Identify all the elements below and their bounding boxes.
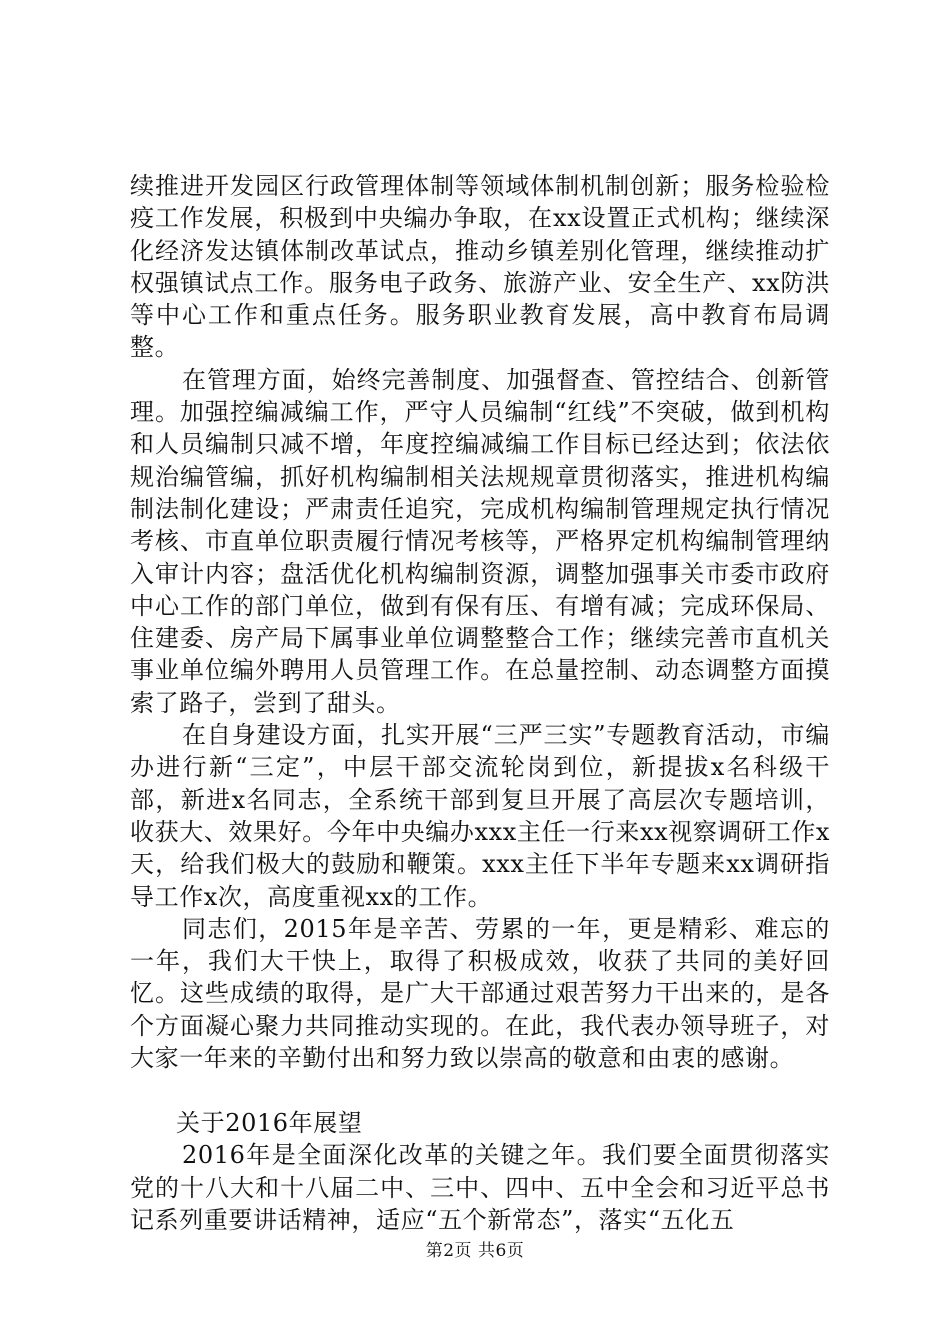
document-body	[130, 170, 830, 1236]
paragraph-self-building: 在自身建设方面，扎实开展“三严三实”专题教育活动，市编办进行新“三定”，中层干部交流轮岗到位，新提拔x名科级干部，新进x名同志，全系统干部到复旦开展了高层次专题培训，收获大、效果好。今年中央编办xxx主任一行来xx视察调研工作x天，给我们极大的鼓励和鞭策。xxx主任下半年专题来xx调研指导工作x次，高度重视xx的工作。	[130, 721, 830, 911]
paragraph-continuation: 续推进开发园区行政管理体制等领域体制机制创新；服务检验检疫工作发展，积极到中央编办争取，在xx设置正式机构；继续深化经济发达镇体制改革试点，推动乡镇差别化管理，继续推动扩权强镇试点工作。服务电子政务、旅游产业、安全生产、xx防洪等中心工作和重点任务。服务职业教育发展，高中教育布局调整。	[130, 172, 830, 362]
paragraph-management: 在管理方面，始终完善制度、加强督查、管控结合、创新管理。加强控编减编工作，严守人员编制“红线”不突破，做到机构和人员编制只减不增，年度控编减编工作目标已经达到；依法依规治编管编，抓好机构编制相关法规规章贯彻落实，推进机构编制法制化建设；严肃责任追究，完成机构编制管理规定执行情况考核、市直单位职责履行情况考核等，严格界定机构编制管理纳入审计内容；盘活优化机构编制资源，调整加强事关市委市政府中心工作的部门单位，做到有保有压、有增有减；完成环保局、住建委、房产局下属事业单位调整整合工作；继续完善市直机关事业单位编外聘用人员管理工作。在总量控制、动态调整方面摸索了路子，尝到了甜头。	[130, 365, 830, 717]
paragraph-summary: 同志们，2015年是辛苦、劳累的一年，更是精彩、难忘的一年，我们大干快上，取得了积极成效，收获了共同的美好回忆。这些成绩的取得，是广大干部通过艰苦努力干出来的，是各个方面凝心聚力共同推动实现的。在此，我代表办领导班子，对大家一年来的辛勤付出和努力致以崇高的敬意和由衷的感谢。	[130, 914, 830, 1073]
paragraph-outlook: 2016年是全面深化改革的关键之年。我们要全面贯彻落实党的十八大和十八届二中、三中、四中、五中全会和习近平总书记系列重要讲话精神，适应“五个新常态”，落实“五化五	[130, 1141, 830, 1234]
page-number-footer: 第2页 共6页	[425, 1241, 525, 1261]
section-heading: 关于2016年展望	[176, 1109, 363, 1138]
